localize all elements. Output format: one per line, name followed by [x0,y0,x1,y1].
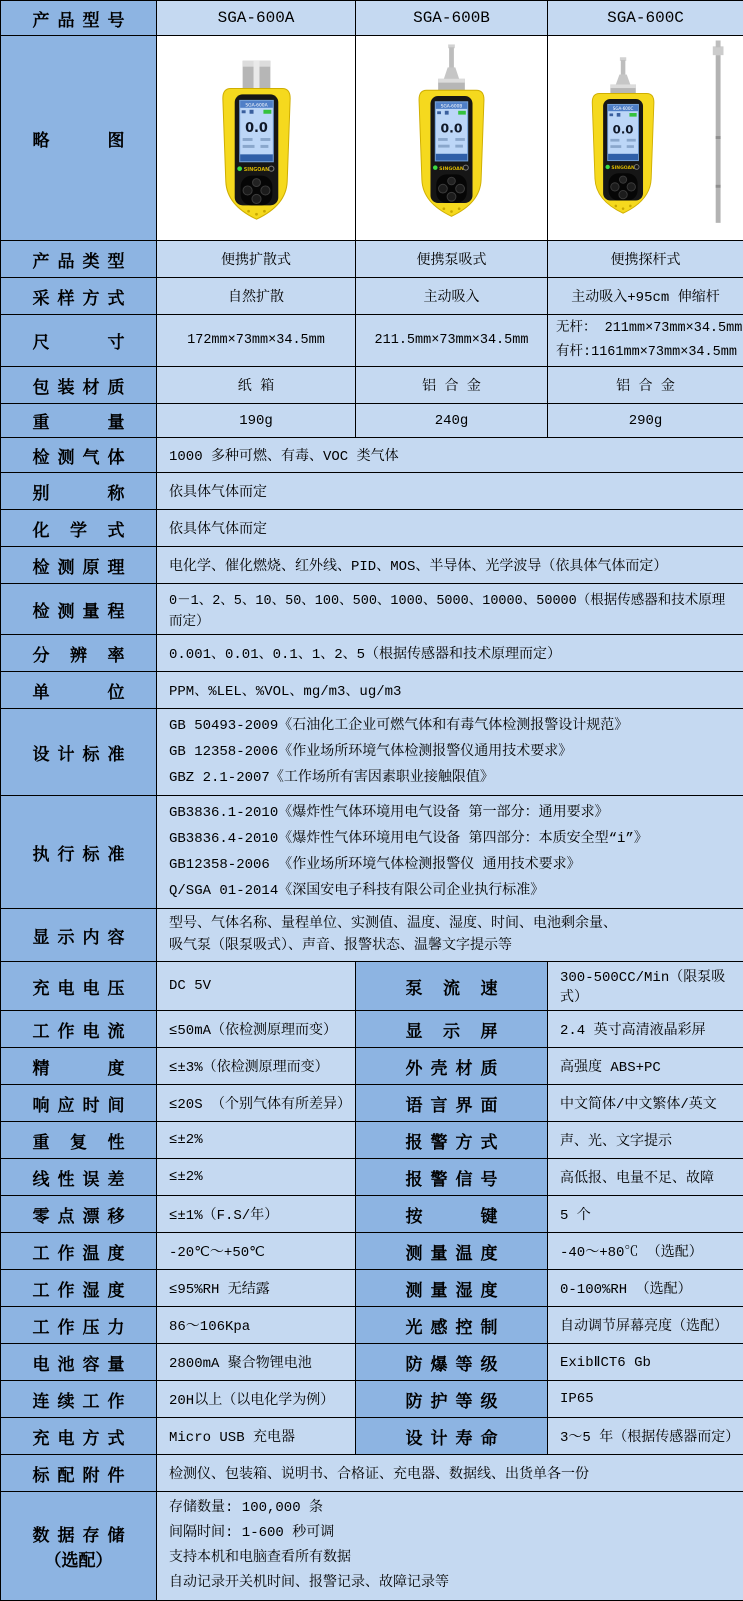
label-working-current: 工作电流 [1,1011,157,1048]
value-package-b: 铝 合 金 [356,367,548,404]
label-zero-drift: 零点漂移 [1,1196,157,1233]
table-row [1,404,743,438]
label-detection-principle: 检测原理 [1,547,157,584]
label-pump-flow: 泵流速 [356,962,548,1011]
model-sga-600c: SGA-600C [548,1,743,36]
label-shell-material: 外壳材质 [356,1048,548,1085]
value-unit: PPM、%LEL、%VOL、mg/m3、ug/m3 [157,672,743,709]
value-dimensions-b: 211.5mm×73mm×34.5mm [356,315,548,367]
value-exec-standard [157,796,743,909]
value-charge-method: Micro USB 充电器 [157,1418,356,1455]
value-pump-flow: 300-500CC/Min（限泵吸式） [548,962,743,1011]
value-alias: 依具体气体而定 [157,473,743,510]
sga-600a-photo [157,37,356,240]
table-row [1,909,743,962]
data-storage-line: 自动记录开关机时间、报警记录、故障记录等 [169,1571,733,1596]
label-language-ui: 语言界面 [356,1085,548,1122]
table-row [1,1011,743,1048]
value-detection-range: 0－1、2、5、10、50、100、500、1000、5000、10000、50000（根据传感器和技术原理而定） [157,584,743,635]
screen-title: SGA-600B [441,103,463,109]
label-exec-standard: 执行标准 [1,796,157,909]
value-alarm-mode: 声、光、文字提示 [548,1122,743,1159]
table-row [1,1048,743,1085]
table-row [1,1492,743,1601]
photo-cell-sga-600b [356,36,548,241]
exec-standard-line: GB3836.1-2010《爆炸性气体环境用电气设备 第一部分：通用要求》 [169,800,733,826]
label-measure-temp: 测量温度 [356,1233,548,1270]
header-product-model: 产品型号 [1,1,157,36]
table-row [1,315,743,367]
sga-600b-photo [356,37,547,240]
label-working-humidity: 工作湿度 [1,1270,157,1307]
label-dimensions: 尺寸 [1,315,157,367]
dimensions-c-line2: 有杆:1161mm×73mm×34.5mm [556,341,743,365]
table-row [1,473,743,510]
table-row [1,796,743,909]
brand-text: SINGOAN [244,167,270,173]
value-shell-material: 高强度 ABS+PC [548,1048,743,1085]
label-alias: 别称 [1,473,157,510]
value-sampling-c: 主动吸入+95cm 伸缩杆 [548,278,743,315]
label-response-time: 响应时间 [1,1085,157,1122]
value-package-a: 纸 箱 [157,367,356,404]
table-row [1,672,743,709]
label-accessories: 标配附件 [1,1455,157,1492]
screen-title: SGA-600C [613,105,634,110]
value-data-storage [157,1492,743,1601]
label-accuracy: 精度 [1,1048,157,1085]
label-detected-gas: 检测气体 [1,438,157,473]
table-row [1,1122,743,1159]
label-design-standard: 设计标准 [1,709,157,796]
label-data-storage: 数据存储 （选配） [1,1492,157,1601]
label-chemical-formula: 化学式 [1,510,157,547]
label-package-material: 包装材质 [1,367,157,404]
probe-rod-cap [713,46,724,55]
value-weight-a: 190g [157,404,356,438]
value-weight-b: 240g [356,404,548,438]
value-zero-drift: ≤±1%（F.S/年） [157,1196,356,1233]
value-accessories: 检测仪、包装箱、说明书、合格证、充电器、数据线、出货单各一份 [157,1455,743,1492]
label-protection-level: 防护等级 [356,1381,548,1418]
label-alarm-mode: 报警方式 [356,1122,548,1159]
table-row [1,1270,743,1307]
table-row [1,962,743,1011]
value-design-standard [157,709,743,796]
model-sga-600a: SGA-600A [157,1,356,36]
value-product-type-b: 便携泵吸式 [356,241,548,278]
value-measure-humidity: 0-100%RH （选配） [548,1270,743,1307]
label-buttons: 按键 [356,1196,548,1233]
data-storage-line: 支持本机和电脑查看所有数据 [169,1546,733,1571]
label-product-type: 产品类型 [1,241,157,278]
label-continuous-work: 连续工作 [1,1381,157,1418]
table-row [1,241,743,278]
exec-standard-line: Q/SGA 01-2014《深国安电子科技有限公司企业执行标准》 [169,878,733,904]
label-linearity-error: 线性误差 [1,1159,157,1196]
value-chemical-formula: 依具体气体而定 [157,510,743,547]
table-row [1,510,743,547]
value-detected-gas: 1000 多种可燃、有毒、VOC 类气体 [157,438,743,473]
table-row [1,709,743,796]
dimensions-c-line1: 无杆： 211mm×73mm×34.5mm [556,317,743,341]
value-alarm-signal: 高低报、电量不足、故障 [548,1159,743,1196]
value-measure-temp: -40～+80℃ （选配） [548,1233,743,1270]
table-row [1,438,743,473]
value-battery-capacity: 2800mA 聚合物锂电池 [157,1344,356,1381]
design-standard-line: GBZ 2.1-2007《工作场所有害因素职业接触限值》 [169,765,733,791]
value-explosion-proof: ExibⅡCT6 Gb [548,1344,743,1381]
value-continuous-work: 20H以上（以电化学为例） [157,1381,356,1418]
model-sga-600b: SGA-600B [356,1,548,36]
table-row [1,635,743,672]
exec-standard-line: GB3836.4-2010《爆炸性气体环境用电气设备 第四部分：本质安全型“i”》 [169,826,733,852]
value-product-type-c: 便携探杆式 [548,241,743,278]
table-row [1,1233,743,1270]
label-resolution: 分辨率 [1,635,157,672]
label-detection-range: 检测量程 [1,584,157,635]
display-content-line: 型号、气体名称、量程单位、实测值、温度、湿度、时间、电池剩余量、 [169,913,733,935]
table-row [1,36,743,241]
screen-reading: 0.0 [245,121,268,136]
label-design-life: 设计寿命 [356,1418,548,1455]
value-light-control: 自动调节屏幕亮度（选配） [548,1307,743,1344]
table-row [1,1455,743,1492]
table-row [1,1418,743,1455]
label-display-screen: 显示屏 [356,1011,548,1048]
table-row [1,278,743,315]
screen-reading: 0.0 [613,122,634,136]
value-linearity-error: ≤±2% [157,1159,356,1196]
value-resolution: 0.001、0.01、0.1、1、2、5（根据传感器和技术原理而定） [157,635,743,672]
label-working-pressure: 工作压力 [1,1307,157,1344]
table-row [1,1381,743,1418]
label-sampling-method: 采样方式 [1,278,157,315]
label-sketch: 略图 [1,36,157,241]
design-standard-line: GB 50493-2009《石油化工企业可燃气体和有毒气体检测报警设计规范》 [169,713,733,739]
value-language-ui: 中文简体/中文繁体/英文 [548,1085,743,1122]
table-row [1,1085,743,1122]
sga-600c-photo [548,37,743,240]
label-unit: 单位 [1,672,157,709]
label-working-temp: 工作温度 [1,1233,157,1270]
label-light-control: 光感控制 [356,1307,548,1344]
table-row [1,1,743,36]
label-charge-voltage: 充电电压 [1,962,157,1011]
brand-text: SINGOAN [611,165,635,171]
display-content-line: 吸气泵（限泵吸式）、声音、报警状态、温馨文字提示等 [169,935,733,957]
value-repeatability: ≤±2% [157,1122,356,1159]
label-repeatability: 重复性 [1,1122,157,1159]
label-alarm-signal: 报警信号 [356,1159,548,1196]
exec-standard-line: GB12358-2006 《作业场所环境气体检测报警仪 通用技术要求》 [169,852,733,878]
value-sampling-b: 主动吸入 [356,278,548,315]
value-response-time: ≤20S （个别气体有所差异） [157,1085,356,1122]
value-detection-principle: 电化学、催化燃烧、红外线、PID、MOS、半导体、光学波导（依具体气体而定） [157,547,743,584]
label-explosion-proof: 防爆等级 [356,1344,548,1381]
value-working-humidity: ≤95%RH 无结露 [157,1270,356,1307]
table-row [1,584,743,635]
table-row [1,367,743,404]
value-package-c: 铝 合 金 [548,367,743,404]
table-row [1,1159,743,1196]
value-product-type-a: 便携扩散式 [157,241,356,278]
value-dimensions-c [548,315,743,367]
label-measure-humidity: 测量湿度 [356,1270,548,1307]
screen-reading: 0.0 [441,120,463,135]
label-charge-method: 充电方式 [1,1418,157,1455]
value-charge-voltage: DC 5V [157,962,356,1011]
value-dimensions-a: 172mm×73mm×34.5mm [157,315,356,367]
table-row [1,1344,743,1381]
table-row [1,547,743,584]
table-row [1,1196,743,1233]
design-standard-line: GB 12358-2006《作业场所环境气体检测报警仪通用技术要求》 [169,739,733,765]
brand-text: SINGOAN [439,166,464,172]
value-sampling-a: 自然扩散 [157,278,356,315]
label-display-content: 显示内容 [1,909,157,962]
table-row [1,1307,743,1344]
label-battery-capacity: 电池容量 [1,1344,157,1381]
value-working-pressure: 86～106Kpa [157,1307,356,1344]
value-working-current: ≤50mA（依检测原理而变） [157,1011,356,1048]
value-protection-level: IP65 [548,1381,743,1418]
value-buttons: 5 个 [548,1196,743,1233]
data-storage-line: 间隔时间: 1-600 秒可调 [169,1521,733,1546]
label-weight: 重量 [1,404,157,438]
data-storage-line: 存储数量: 100,000 条 [169,1496,733,1521]
photo-cell-sga-600a [157,36,356,241]
value-weight-c: 290g [548,404,743,438]
screen-title: SGA-600A [245,102,267,108]
photo-cell-sga-600c [548,36,743,241]
value-display-content [157,909,743,962]
value-design-life: 3～5 年（根据传感器而定） [548,1418,743,1455]
value-display-screen: 2.4 英寸高清液晶彩屏 [548,1011,743,1048]
value-accuracy: ≤±3%（依检测原理而变） [157,1048,356,1085]
value-working-temp: -20℃～+50℃ [157,1233,356,1270]
